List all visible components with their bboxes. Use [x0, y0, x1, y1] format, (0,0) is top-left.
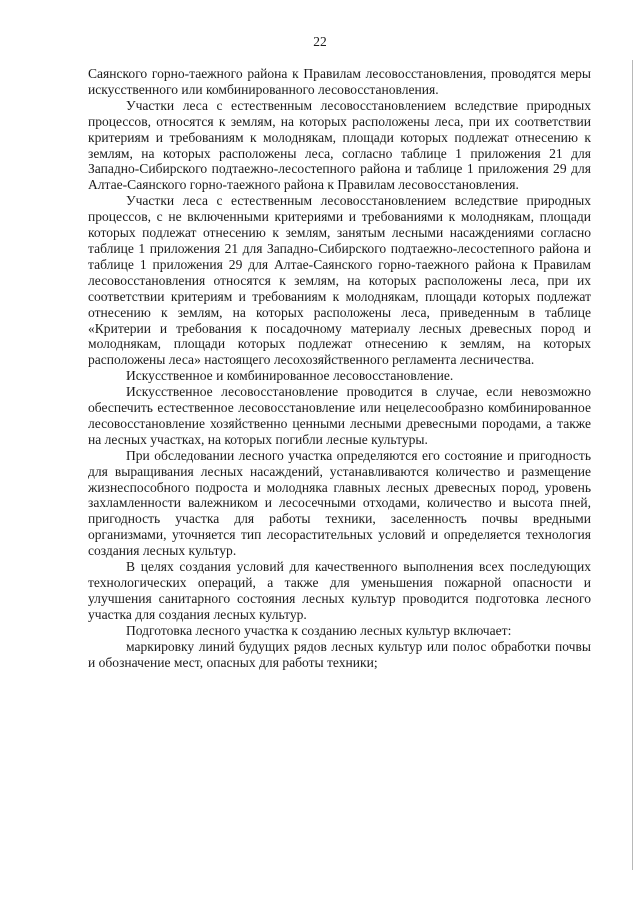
paragraph: При обследовании лесного участка определяются его состояние и пригодность для выращивания лесных насаждений, устанавливаются количество и размещение жизнеспособного подроста и молодняка главных лесных древесных пород, уровень захламленности валежником и лесосечными отходами, количество и высота пней, пригодность участка для работы техники, заселенность почвы вредными организмами, уточняется тип лесорастительных условий и определяется технология создания лесных культур. [88, 447, 591, 559]
scan-edge-line [632, 60, 633, 870]
paragraph: Искусственное и комбинированное лесовосстановление. [126, 368, 454, 384]
paragraph: Участки леса с естественным лесовосстановлением вследствие природных процессов, с не включенными критериями и требованиями к молоднякам, площади которых подлежат отнесению к землям, занятым лесными насаждениями согласно таблице 1 приложения 21 для Западно-Сибирского подтаежно-лесостепного района и таблице 1 приложения 29 для Алтае-Саянского горно-таежного района к Правилам лесовосстановления относятся к землям, на которых расположены леса, при их соответствии критериям и требованиям к молоднякам, площади которых подлежат отнесению к землям, на которых расположены леса, приведенным в таблице «Критерии и требования к посадочному материалу лесных древесных пород и молоднякам, площади которых подлежат отнесению к землям, на которых расположены леса» настоящего лесохозяйственного регламента лесничества. [88, 193, 591, 368]
paragraph: Искусственное лесовосстановление проводится в случае, если невозможно обеспечить естественное лесовосстановление или нецелесообразно комбинированное лесовосстановление хозяйственно ценными лесными древесными породами, а также на лесных участках, на которых погибли лесные культуры. [88, 384, 591, 447]
paragraph: маркировку линий будущих рядов лесных культур или полос обработки почвы и обозначение мест, опасных для работы техники; [88, 638, 591, 670]
paragraph: Саянского горно-таежного района к Правилам лесовосстановления, проводятся меры искусственного или комбинированного лесовосстановления. [88, 66, 591, 97]
document-body [88, 66, 591, 670]
paragraph: В целях создания условий для качественного выполнения всех последующих технологических операций, а также для уменьшения пожарной опасности и улучшения санитарного состояния лесных культур проводится подготовка лесного участка для создания лесных культур. [88, 559, 591, 622]
page-number: 22 [313, 34, 327, 49]
paragraph: Подготовка лесного участка к созданию лесных культур включает: [126, 622, 512, 638]
paragraph: Участки леса с естественным лесовосстановлением вследствие природных процессов, относятся к землям, на которых расположены леса, при их соответствии критериям и требованиям к молоднякам, площади которых подлежат отнесению к землям, на которых расположены леса, согласно таблице 1 приложения 21 для Западно-Сибирского подтаежно-лесостепного района и таблице 1 приложения 29 для Алтае-Саянского горно-таежного района к Правилам лесовосстановления. [88, 97, 591, 193]
